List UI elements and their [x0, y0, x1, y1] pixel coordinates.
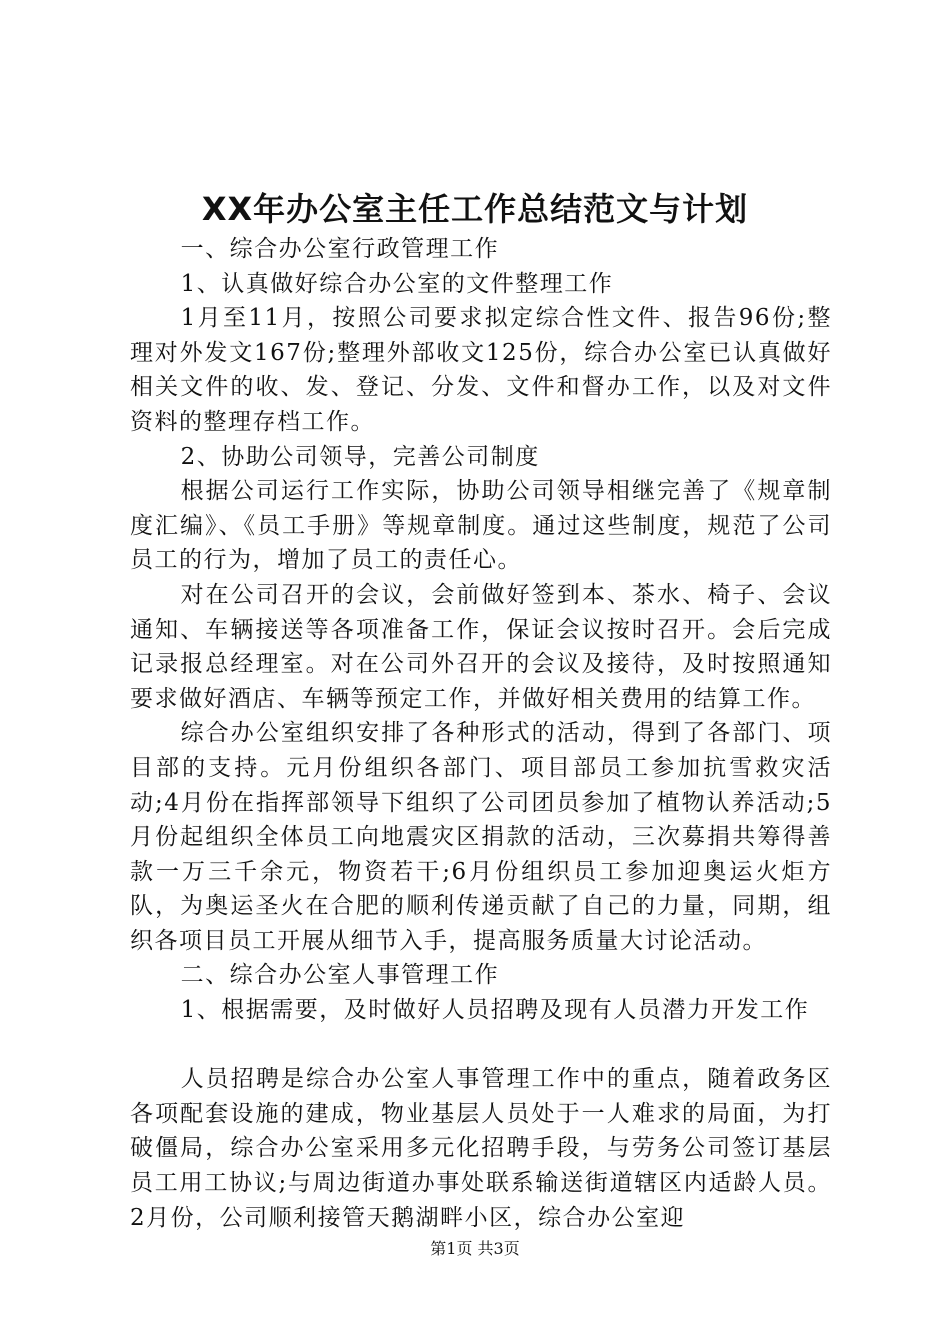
document-title: XX年办公室主任工作总结范文与计划 [201, 190, 749, 228]
body-paragraph: 人员招聘是综合办公室人事管理工作中的重点，随着政务区各项配套设施的建成，物业基层人员处于一人难求的局面，为打破僵局，综合办公室采用多元化招聘手段，与劳务公司签订基层员工用工协议;与周边街道办事处联系输送街道辖区内适龄人员。2月份，公司顺利接管天鹅湖畔小区，综合办公室迎 [130, 1066, 832, 1231]
subsection-heading: 1、认真做好综合办公室的文件整理工作 [180, 270, 614, 297]
page-footer: 第1页 共3页 [430, 1239, 520, 1258]
body-paragraph: 根据公司运行工作实际，协助公司领导相继完善了《规章制度汇编》、《员工手册》等规章制度。通过这些制度，规范了公司员工的行为，增加了员工的责任心。 [130, 478, 832, 574]
subsection-heading: 2、协助公司领导，完善公司制度 [180, 443, 540, 470]
body-paragraph: 综合办公室组织安排了各种形式的活动，得到了各部门、项目部的支持。元月份组织各部门、项目部员工参加抗雪救灾活动;4月份在指挥部领导下组织了公司团员参加了植物认养活动;5月份起组织全体员工向地震灾区捐款的活动，三次募捐共筹得善款一万三千余元，物资若干;6月份组织员工参加迎奥运火炬方队，为奥运圣火在合肥的顺利传递贡献了自己的力量，同期，组织各项目员工开展从细节入手，提高服务质量大讨论活动。 [130, 720, 832, 954]
section-heading: 一、综合办公室行政管理工作 [180, 236, 500, 262]
document-body [130, 232, 832, 1235]
blank-line [130, 1028, 832, 1063]
body-paragraph: 对在公司召开的会议，会前做好签到本、茶水、椅子、会议通知、车辆接送等各项准备工作，保证会议按时召开。会后完成记录报总经理室。对在公司外召开的会议及接待，及时按照通知要求做好酒店、车辆等预定工作，并做好相关费用的结算工作。 [130, 581, 832, 712]
section-heading: 二、综合办公室人事管理工作 [180, 962, 500, 989]
body-paragraph: 1月至11月，按照公司要求拟定综合性文件、报告96份;整理对外发文167份;整理外部收文125份，综合办公室已认真做好相关文件的收、发、登记、分发、文件和督办工作，以及对文件资料的整理存档工作。 [130, 305, 832, 435]
subsection-heading: 1、根据需要，及时做好人员招聘及现有人员潜力开发工作 [180, 997, 810, 1024]
